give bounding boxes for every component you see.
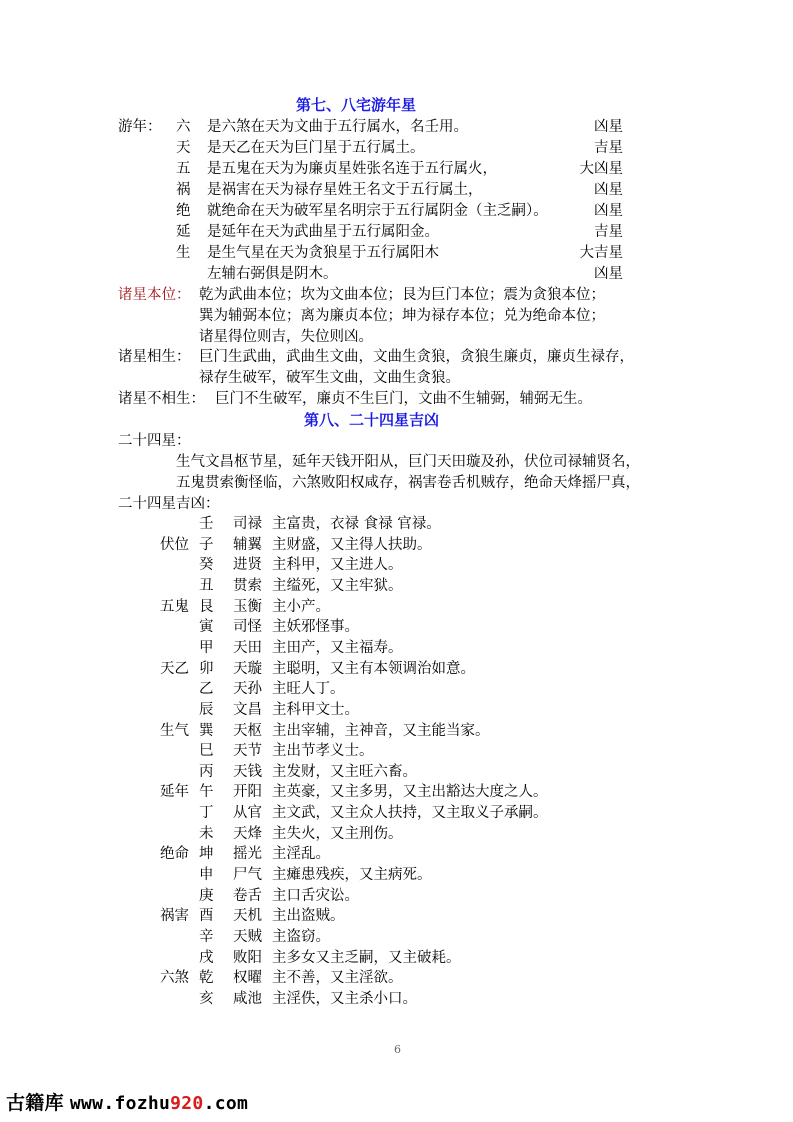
star-name: 玉衡	[233, 598, 262, 615]
star-meaning: 主小产。	[272, 598, 330, 615]
star-direction: 壬	[199, 516, 214, 532]
star-group: 生气	[160, 722, 189, 739]
ershisi-intro-line: 五鬼贯索衡怪临，六煞败阳权咸存，祸害卷舌机贼存，绝命天烽摇尸真，	[176, 475, 640, 491]
youniang-text: 是天乙在天为巨门星于五行属土。	[207, 140, 425, 156]
star-meaning: 主出盗贼。	[272, 908, 345, 925]
star-direction: 辛	[199, 929, 214, 945]
youniang-text: 是生气星在天为贪狼星于五行属阳木	[207, 245, 439, 261]
star-name: 摇光	[233, 846, 262, 863]
footer-site-prefix: www.fozhu	[69, 1093, 171, 1114]
star-direction: 丑	[199, 577, 214, 594]
star-name: 司禄	[233, 516, 262, 532]
youniang-rating: 大吉星	[579, 245, 623, 261]
star-name: 天钱	[233, 763, 262, 780]
star-meaning: 主英豪，又主多男，又主出豁达大度之人。	[272, 784, 548, 801]
star-meaning: 主旺人丁。	[272, 681, 345, 698]
star-name: 天璇	[233, 660, 262, 677]
star-name: 文昌	[233, 701, 262, 718]
star-direction: 巳	[199, 743, 214, 760]
star-name: 开阳	[233, 784, 262, 801]
star-name: 天贼	[233, 929, 262, 945]
star-meaning: 主淫乱。	[272, 846, 330, 863]
star-meaning: 主富贵，衣禄 食禄 官禄。	[272, 516, 441, 532]
star-meaning: 主瘫患残疾，又主病死。	[272, 867, 432, 884]
star-direction: 未	[199, 825, 214, 842]
star-direction: 申	[199, 867, 214, 884]
star-group: 祸害	[160, 908, 189, 925]
youniang-label: 游年：	[118, 119, 162, 135]
star-direction: 子	[199, 536, 214, 553]
star-group: 天乙	[160, 660, 189, 677]
star-meaning: 主科甲文士。	[272, 701, 359, 718]
youniang-text: 就绝命在天为破军星名明宗于五行属阴金（主乏嗣）。	[207, 203, 548, 219]
ershisi-intro-line: 生气文昌枢节星，延年天钱开阳从，巨门天田璇及孙，伏位司禄辅贤名，	[176, 454, 640, 470]
youniang-char: 生	[176, 245, 191, 261]
youniang-char: 五	[176, 161, 191, 177]
star-meaning: 主财盛，又主得人扶助。	[272, 536, 432, 553]
youniang-rating: 大凶星	[579, 161, 623, 177]
youniang-rating: 吉星	[594, 224, 623, 240]
footer-watermark	[6, 1091, 248, 1116]
benwei-label: 诸星本位：	[118, 287, 191, 303]
star-direction: 艮	[199, 598, 214, 615]
youniang-char: 延	[176, 224, 191, 240]
star-meaning: 主发财，又主旺六畜。	[272, 763, 417, 780]
star-meaning: 主失火，又主刑伤。	[272, 825, 403, 842]
youniang-char: 六	[176, 119, 191, 135]
star-name: 从官	[233, 805, 262, 822]
star-name: 天烽	[233, 825, 262, 842]
star-name: 败阳	[233, 949, 262, 966]
star-name: 贯索	[233, 577, 262, 594]
star-group: 延年	[160, 784, 189, 801]
star-name: 进贤	[233, 557, 262, 574]
star-direction: 丁	[199, 805, 214, 822]
star-direction: 甲	[199, 639, 214, 656]
star-name: 辅翼	[233, 536, 262, 553]
star-direction: 庚	[199, 887, 214, 904]
youniang-text: 是祸害在天为禄存星姓王名文于五行属土，	[207, 182, 483, 198]
youniang-text: 是五鬼在天为为廉贞星姓张名连于五行属火，	[207, 161, 497, 177]
star-direction: 癸	[199, 557, 214, 574]
footer-site-number: 920	[170, 1093, 204, 1114]
star-group: 绝命	[160, 846, 189, 863]
star-direction: 乙	[199, 681, 214, 698]
buxiangsheng-text: 巨门不生破军，廉贞不生巨门，文曲不生辅弼，辅弼无生。	[215, 391, 592, 407]
youniang-rating: 凶星	[594, 266, 623, 282]
benwei-line: 诸星得位则吉，失位则凶。	[199, 329, 373, 345]
star-meaning: 主盗窃。	[272, 929, 330, 945]
xiangsheng-line: 巨门生武曲，武曲生文曲，文曲生贪狼，贪狼生廉贞，廉贞生禄存，	[199, 349, 634, 365]
footer-site-suffix: .com	[203, 1093, 249, 1114]
star-group: 伏位	[160, 536, 189, 553]
star-direction: 亥	[199, 990, 214, 1007]
star-meaning: 主妖邪怪事。	[272, 619, 359, 636]
benwei-line: 乾为武曲本位；坎为文曲本位；艮为巨门本位；震为贪狼本位；	[199, 287, 605, 303]
star-meaning: 主文武，又主众人扶持，又主取义子承嗣。	[272, 805, 548, 822]
star-direction: 巽	[199, 722, 214, 739]
youniang-rating: 凶星	[594, 203, 623, 219]
star-name: 天孙	[233, 681, 262, 698]
star-name: 司怪	[233, 619, 262, 636]
star-meaning: 主缢死，又主牢狱。	[272, 577, 403, 594]
star-name: 卷舌	[233, 887, 262, 904]
star-meaning: 主出宰辅，主神音，又主能当家。	[272, 722, 490, 739]
star-name: 天节	[233, 743, 262, 760]
youniang-rating: 吉星	[594, 140, 623, 156]
youniang-text: 是六煞在天为文曲于五行属水，名壬用。	[207, 119, 468, 135]
star-direction: 午	[199, 784, 214, 801]
star-meaning: 主多女又主乏嗣，又主破耗。	[272, 949, 461, 966]
youniang-rating: 凶星	[594, 119, 623, 135]
star-name: 天枢	[233, 722, 262, 739]
youniang-char: 天	[176, 140, 191, 156]
youniang-text: 左辅右弼俱是阴木。	[207, 266, 338, 282]
star-meaning: 主淫佚，又主杀小口。	[272, 990, 417, 1007]
buxiangsheng-label: 诸星不相生：	[118, 391, 205, 407]
page-number: 6	[394, 1043, 401, 1056]
star-name: 天机	[233, 908, 262, 925]
star-name: 权曜	[233, 970, 262, 987]
star-direction: 戌	[199, 949, 214, 966]
star-meaning: 主科甲，又主进人。	[272, 557, 403, 574]
star-meaning: 主田产，又主福寿。	[272, 639, 403, 656]
star-group: 六煞	[160, 970, 189, 987]
star-direction: 丙	[199, 763, 214, 780]
star-meaning: 主出节孝义士。	[272, 743, 374, 760]
star-name: 尸气	[233, 867, 262, 884]
xiangsheng-label: 诸星相生：	[118, 349, 191, 365]
star-direction: 寅	[199, 619, 214, 636]
star-direction: 酉	[199, 908, 214, 925]
xiangsheng-line: 禄存生破军，破军生文曲，文曲生贪狼。	[199, 370, 460, 386]
youniang-text: 是延年在天为武曲星于五行属阳金。	[207, 224, 439, 240]
star-group: 五鬼	[160, 598, 189, 615]
star-direction: 卯	[199, 660, 214, 677]
star-direction: 乾	[199, 970, 214, 987]
ershisi-label: 二十四星：	[118, 433, 191, 449]
section8-title: 第八、二十四星吉凶	[304, 411, 440, 429]
youniang-char: 祸	[176, 182, 191, 198]
star-name: 咸池	[233, 990, 262, 1007]
star-meaning: 主口舌灾讼。	[272, 887, 359, 904]
jixiong-label: 二十四星吉凶：	[118, 496, 220, 512]
star-direction: 坤	[199, 846, 214, 863]
star-meaning: 主不善，又主淫欲。	[272, 970, 403, 987]
star-direction: 辰	[199, 701, 214, 718]
star-meaning: 主聪明，又主有本领调治如意。	[272, 660, 475, 677]
youniang-rating: 凶星	[594, 182, 623, 198]
footer-brand: 古籍库	[6, 1092, 64, 1114]
section7-title: 第七、八宅游年星	[296, 96, 417, 114]
star-name: 天田	[233, 639, 262, 656]
benwei-line: 巽为辅弼本位；离为廉贞本位；坤为禄存本位；兑为绝命本位；	[199, 308, 605, 324]
youniang-char: 绝	[176, 203, 191, 219]
